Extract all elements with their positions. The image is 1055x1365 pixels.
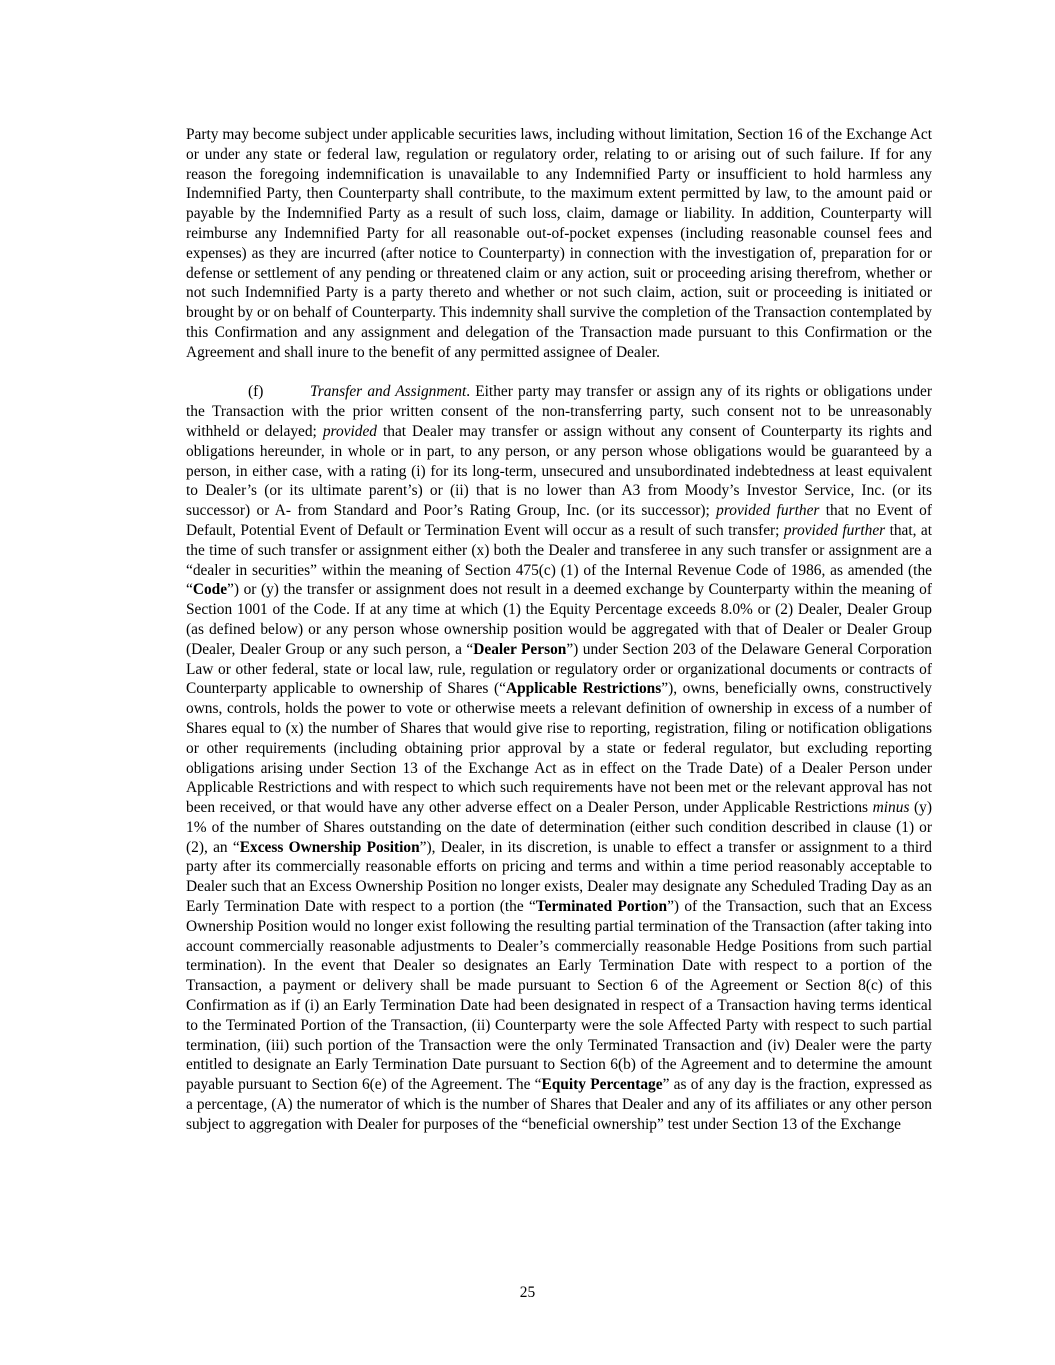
page-number: 25 — [519, 1284, 536, 1301]
section-heading: Transfer and Assignment — [310, 383, 467, 401]
paragraph-transfer-and-assignment: (f) Transfer and Assignment. Either party may transfer or assign any of its rights or obligations under the Transaction with the prior written consent of the non-transferring party, such consent not to be unreasonably withheld or delayed; provided that Dealer may transfer or assign without any consent of Counterparty its rights and obligations hereunder, in whole or in part, to any person, or any person whose obligations would be guaranteed by a person, in either case, with a rating (i) for its long-term, unsecured and unsubordinated indebtedness at least equivalent to Dealer’s (or its ultimate parent’s) or (ii) that is no lower than A3 from Moody’s Investor Service, Inc. (or its successor) or A- from Standard and Poor’s Rating Group, Inc. (or its successor); provided further that no Event of Default, Potential Event of Default or Termination Event will occur as a result of such transfer; provided further that, at the time of such transfer or assignment either (x) both the Dealer and transferee in any such transfer or assignment are a “dealer in securities” within the meaning of Section 475(c) (1) of the Internal Revenue Code of 1986, as amended (the “Code”) or (y) the transfer or assignment does not result in a deemed exchange by Counterparty within the meaning of Section 1001 of the Code. If at any time at which (1) the Equity Percentage exceeds 8.0% or (2) Dealer, Dealer Group (as defined below) or any person whose ownership position would be aggregated with that of Dealer or Dealer Group (Dealer, Dealer Group or any such person, a “Dealer Person”) under Section 203 of the Delaware General Corporation Law or other federal, state or local law, rule, regulation or regulatory order or organizational documents or contracts of Counterparty applicable to ownership of Shares (“Applicable Restrictions”), owns, beneficially owns, constructively owns, controls, holds the power to vote or otherwise meets a relevant definition of ownership in excess of a number of Shares equal to (x) the number of Shares that would give rise to reporting, registration, filing or notification obligations or other requirements (including obtaining prior approval by a state or federal regulator, but excluding reporting obligations arising under Section 13 of the Exchange Act as in effect on the Trade Date) of a Dealer Person under Applicable Restrictions and with respect to which such requirements have not been met or the relevant approval has not been received, or that would have any other adverse effect on a Dealer Person, under Applicable Restrictions minus (y) 1% of the number of Shares outstanding on the date of determination (either such condition described in clause (1) or (2), an “Excess Ownership Position”), Dealer, in its discretion, is unable to effect a transfer or assignment to a third party after its commercially reasonable efforts on pricing and terms and within a time period reasonably acceptable to Dealer such that an Excess Ownership Position no longer exists, Dealer may designate any Scheduled Trading Day as an Early Termination Date with respect to a portion (the “Terminated Portion”) of the Transaction, such that an Excess Ownership Position would no longer exist following the resulting partial termination of the Transaction (after taking into account commercially reasonable adjustments to Dealer’s commercially reasonable Hedge Positions from such partial termination). In the event that Dealer so designates an Early Termination Date with respect to a portion of the Transaction, a payment or delivery shall be made pursuant to Section 6 of the Agreement or Section 8(c) of this Confirmation as if (i) an Early Termination Date had been designated in respect of a Transaction having terms identical to the Terminated Portion of the Transaction, (ii) Counterparty were the sole Affected Party with respect to such partial termination, (iii) such portion of the Transaction were the only Terminated Transaction and (iv) Dealer were the party entitled to designate an Early Termination Date pursuant to Section 6(b) of the Agreement and to determine the amount payable pursuant to Section 6(e) of the Agreement. The “Equity Percentage” as of any day is the fraction, expressed as a percentage, (A) the numerator of which is the number of Shares that Dealer and any of its affiliates or any other person subject to aggregation with Dealer for purposes of the “beneficial ownership” test under Section 13 of the Exchange — [186, 383, 933, 1133]
defined-term-dealer-person: Dealer Person — [473, 640, 567, 658]
defined-term-code: Code — [192, 581, 228, 599]
paragraph-indemnity-continuation: Party may become subject under applicable securities laws, including without limitation, Section 16 of the Exchange Act or under any state or federal law, regulation or regulatory order, relating to or arising out of such failure. If for any reason the foregoing indemnification is unavailable to any Indemnified Party or insufficient to hold harmless any Indemnified Party, then Counterparty shall contribute, to the maximum extent permitted by law, to the amount paid or payable by the Indemnified Party as a result of such loss, claim, damage or liability. In addition, Counterparty will reimburse any Indemnified Party for all reasonable out-of-pocket expenses (including reasonable counsel fees and expenses) as they are incurred (after notice to Counterparty) in connection with the investigation of, preparation for or defense or settlement of any pending or threatened claim or any action, suit or proceeding arising therefrom, whether or not such Indemnified Party is a party thereto and whether or not such claim, action, suit or proceeding is initiated or brought by or on behalf of Counterparty. This indemnity shall survive the completion of the Transaction contemplated by this Confirmation and any assignment and delegation of the Transaction made pursuant to this Confirmation or the Agreement and shall inure to the benefit of any permitted assignee of Dealer. — [186, 126, 932, 361]
section-label: (f) — [248, 383, 264, 401]
proviso-term: provided further — [783, 521, 886, 539]
document-body — [186, 125, 932, 1135]
defined-term-applicable-restrictions: Applicable Restrictions — [506, 680, 662, 698]
defined-term-terminated-portion: Terminated Portion — [535, 898, 668, 916]
emphasis-minus: minus — [872, 799, 910, 817]
defined-term-equity-percentage: Equity Percentage — [541, 1076, 663, 1094]
proviso-term: provided further — [716, 502, 820, 520]
proviso-term: provided — [322, 422, 377, 440]
defined-term-excess-ownership-position: Excess Ownership Position — [239, 838, 420, 856]
